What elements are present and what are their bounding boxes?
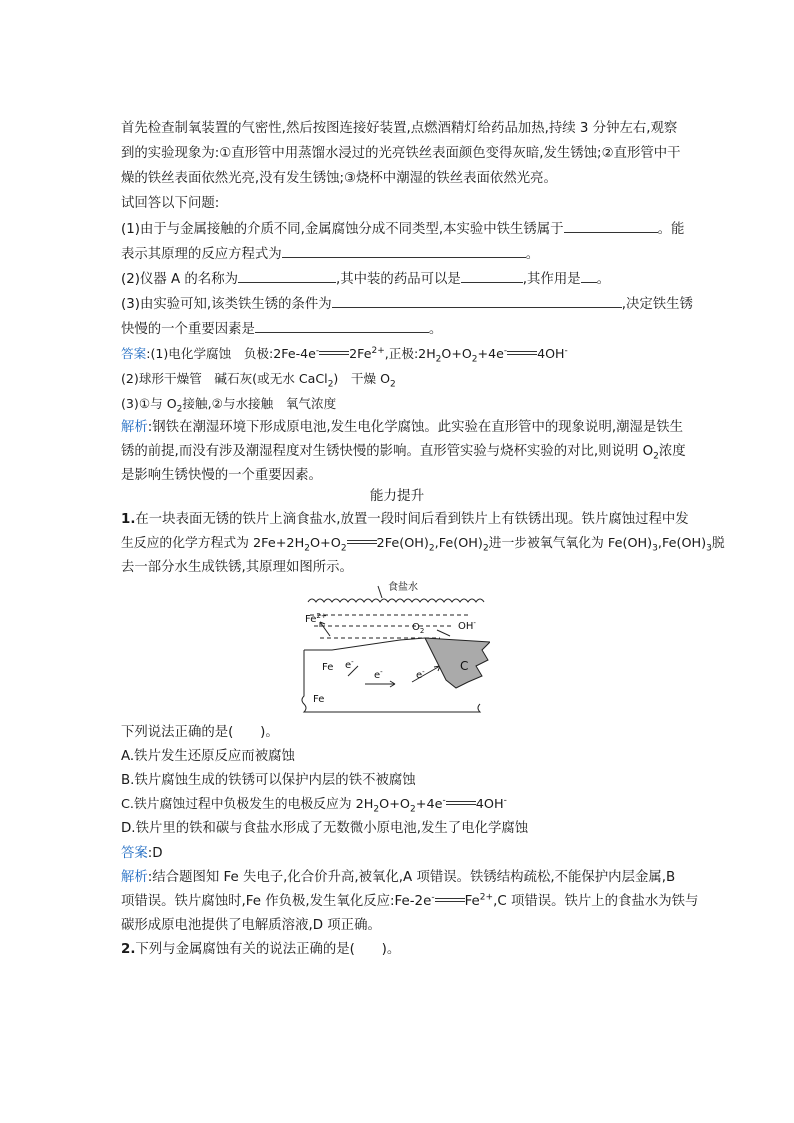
equals-sign <box>347 537 377 547</box>
corrosion-diagram <box>300 578 490 718</box>
electron-label: e- <box>374 668 383 681</box>
answer-label: 答案 <box>121 846 148 861</box>
analysis-1-line-2: 锈的前提,而没有涉及潮湿程度对生锈快慢的影响。直形管实验与烧杯实验的对比,则说明 $O_2$浓度 <box>121 444 686 462</box>
ion-arrow <box>437 630 450 636</box>
answer-blank[interactable] <box>461 270 523 283</box>
fe-label-2: Fe <box>313 694 325 705</box>
analysis-1-line-1: 解析:钢铁在潮湿环境下形成原电池,发生电化学腐蚀。此实验在直形管中的现象说明,潮湿是铁生 <box>121 420 684 435</box>
problem-1-line-3: 去一部分水生成铁锈,其原理如图所示。 <box>121 560 353 575</box>
question-2: (2)仪器 A 的名称为 ,其中装的药品可以是 ,其作用是 。 <box>121 272 610 287</box>
answer-blank[interactable] <box>332 295 622 308</box>
problem-1-analysis-line-1: 解析:结合题图知 Fe 失电子,化合价升高,被氧化,A 项错误。铁锈结构疏松,不能保护内层金属,B <box>121 870 676 885</box>
question-1-line-1: (1)由于与金属接触的介质不同,金属腐蚀分成不同类型,本实验中铁生锈属于 。能 <box>121 222 685 237</box>
answer-blank[interactable] <box>282 245 526 258</box>
answer-1-line-2: (2)球形干燥管 碱石灰(或无水 CaCl$_2$) 干燥 $O_2$ <box>121 371 396 390</box>
analysis-label: 解析 <box>121 870 148 885</box>
ion-arrow <box>320 622 330 636</box>
answer-1-line-3: (3)①与 $O_2$接触,②与水接触 氧气浓度 <box>121 396 337 415</box>
equals-sign <box>446 798 476 808</box>
option-c[interactable]: C.铁片腐蚀过程中负极发生的电极反应为 $2H_2O+O_2+4e^-$ 4OH- <box>121 795 507 815</box>
question-1-line-2: 表示其原理的反应方程式为 。 <box>121 247 540 262</box>
answer-1-line-1: 答案:(1)电化学腐蚀 负极:2Fe-4e- $2Fe^{2+}$,正极$:2H_2O+O_2+4e^-$ 4OH- <box>121 345 568 365</box>
problem-1-question: 下列说法正确的是( )。 <box>121 725 279 740</box>
problem-1-analysis-line-2: 项错误。铁片腐蚀时,Fe 作负极,发生氧化反应:Fe-2e- $Fe^{2+},C$ 项错误。铁片上的食盐水为铁与 <box>121 892 699 909</box>
problem-2: 2.下列与金属腐蚀有关的说法正确的是( )。 <box>121 942 401 957</box>
question-3-line-1: (3)由实验可知,该类铁生锈的条件为 ,决定铁生锈 <box>121 297 693 312</box>
carbon-label: C <box>460 659 469 673</box>
intro-line-1: 首先检查制氧装置的气密性,然后按图连接好装置,点燃酒精灯给药品加热,持续 3 分钟左右,观察 <box>121 121 678 136</box>
fe-ion-label: $Fe^{2+}$ <box>305 612 327 625</box>
fe-label-1: Fe <box>322 662 334 673</box>
question-3-line-2: 快慢的一个重要因素是 。 <box>121 322 443 337</box>
problem-1-analysis-line-3: 碳形成原电池提供了电解质溶液,D 项正确。 <box>121 918 381 933</box>
option-b[interactable]: B.铁片腐蚀生成的铁锈可以保护内层的铁不被腐蚀 <box>121 773 416 788</box>
answer-label: 答案 <box>121 346 147 361</box>
water-surface <box>308 599 484 602</box>
intro-line-4: 试回答以下问题: <box>121 196 220 211</box>
answer-blank[interactable] <box>581 270 597 283</box>
equals-sign <box>319 348 349 358</box>
electron-label: e- <box>345 658 354 671</box>
iron-plate-top <box>304 638 425 650</box>
label-pointer <box>378 586 382 598</box>
option-a[interactable]: A.铁片发生还原反应而被腐蚀 <box>121 749 295 764</box>
carbon-region <box>425 638 490 688</box>
section-title: 能力提升 <box>369 488 425 504</box>
intro-line-2: 到的实验现象为:①直形管中用蒸馏水浸过的光亮铁丝表面颜色变得灰暗,发生锈蚀;②直形管中干 <box>121 146 681 161</box>
problem-1-answer: 答案:D <box>121 846 163 861</box>
salt-water-label: 食盐水 <box>388 582 418 593</box>
problem-1-line-2: 生反应的化学方程式为 $2Fe+2H_2O+O_2$ $2Fe(OH)_2,Fe(OH)_2$进一步被氧气氧化为 $Fe(OH)_3,Fe(OH)_3$脱 <box>121 536 725 554</box>
oh-label: OH- <box>458 619 476 632</box>
equals-sign <box>435 895 465 905</box>
option-d[interactable]: D.铁片里的铁和碳与食盐水形成了无数微小原电池,发生了电化学腐蚀 <box>121 821 529 836</box>
analysis-label: 解析 <box>121 420 148 435</box>
answer-blank[interactable] <box>238 270 336 283</box>
problem-1-line-1: 1.在一块表面无锈的铁片上滴食盐水,放置一段时间后看到铁片上有铁锈出现。铁片腐蚀过程中发 <box>121 512 689 527</box>
answer-blank[interactable] <box>564 220 658 233</box>
electron-label: e- <box>416 668 425 681</box>
intro-line-3: 燥的铁丝表面依然光亮,没有发生锈蚀;③烧杯中潮湿的铁丝表面依然光亮。 <box>121 171 557 186</box>
answer-blank[interactable] <box>255 320 429 333</box>
analysis-1-line-3: 是影响生锈快慢的一个重要因素。 <box>121 468 322 483</box>
o2-label: $O_2$ <box>412 622 425 635</box>
equals-sign <box>507 348 537 358</box>
